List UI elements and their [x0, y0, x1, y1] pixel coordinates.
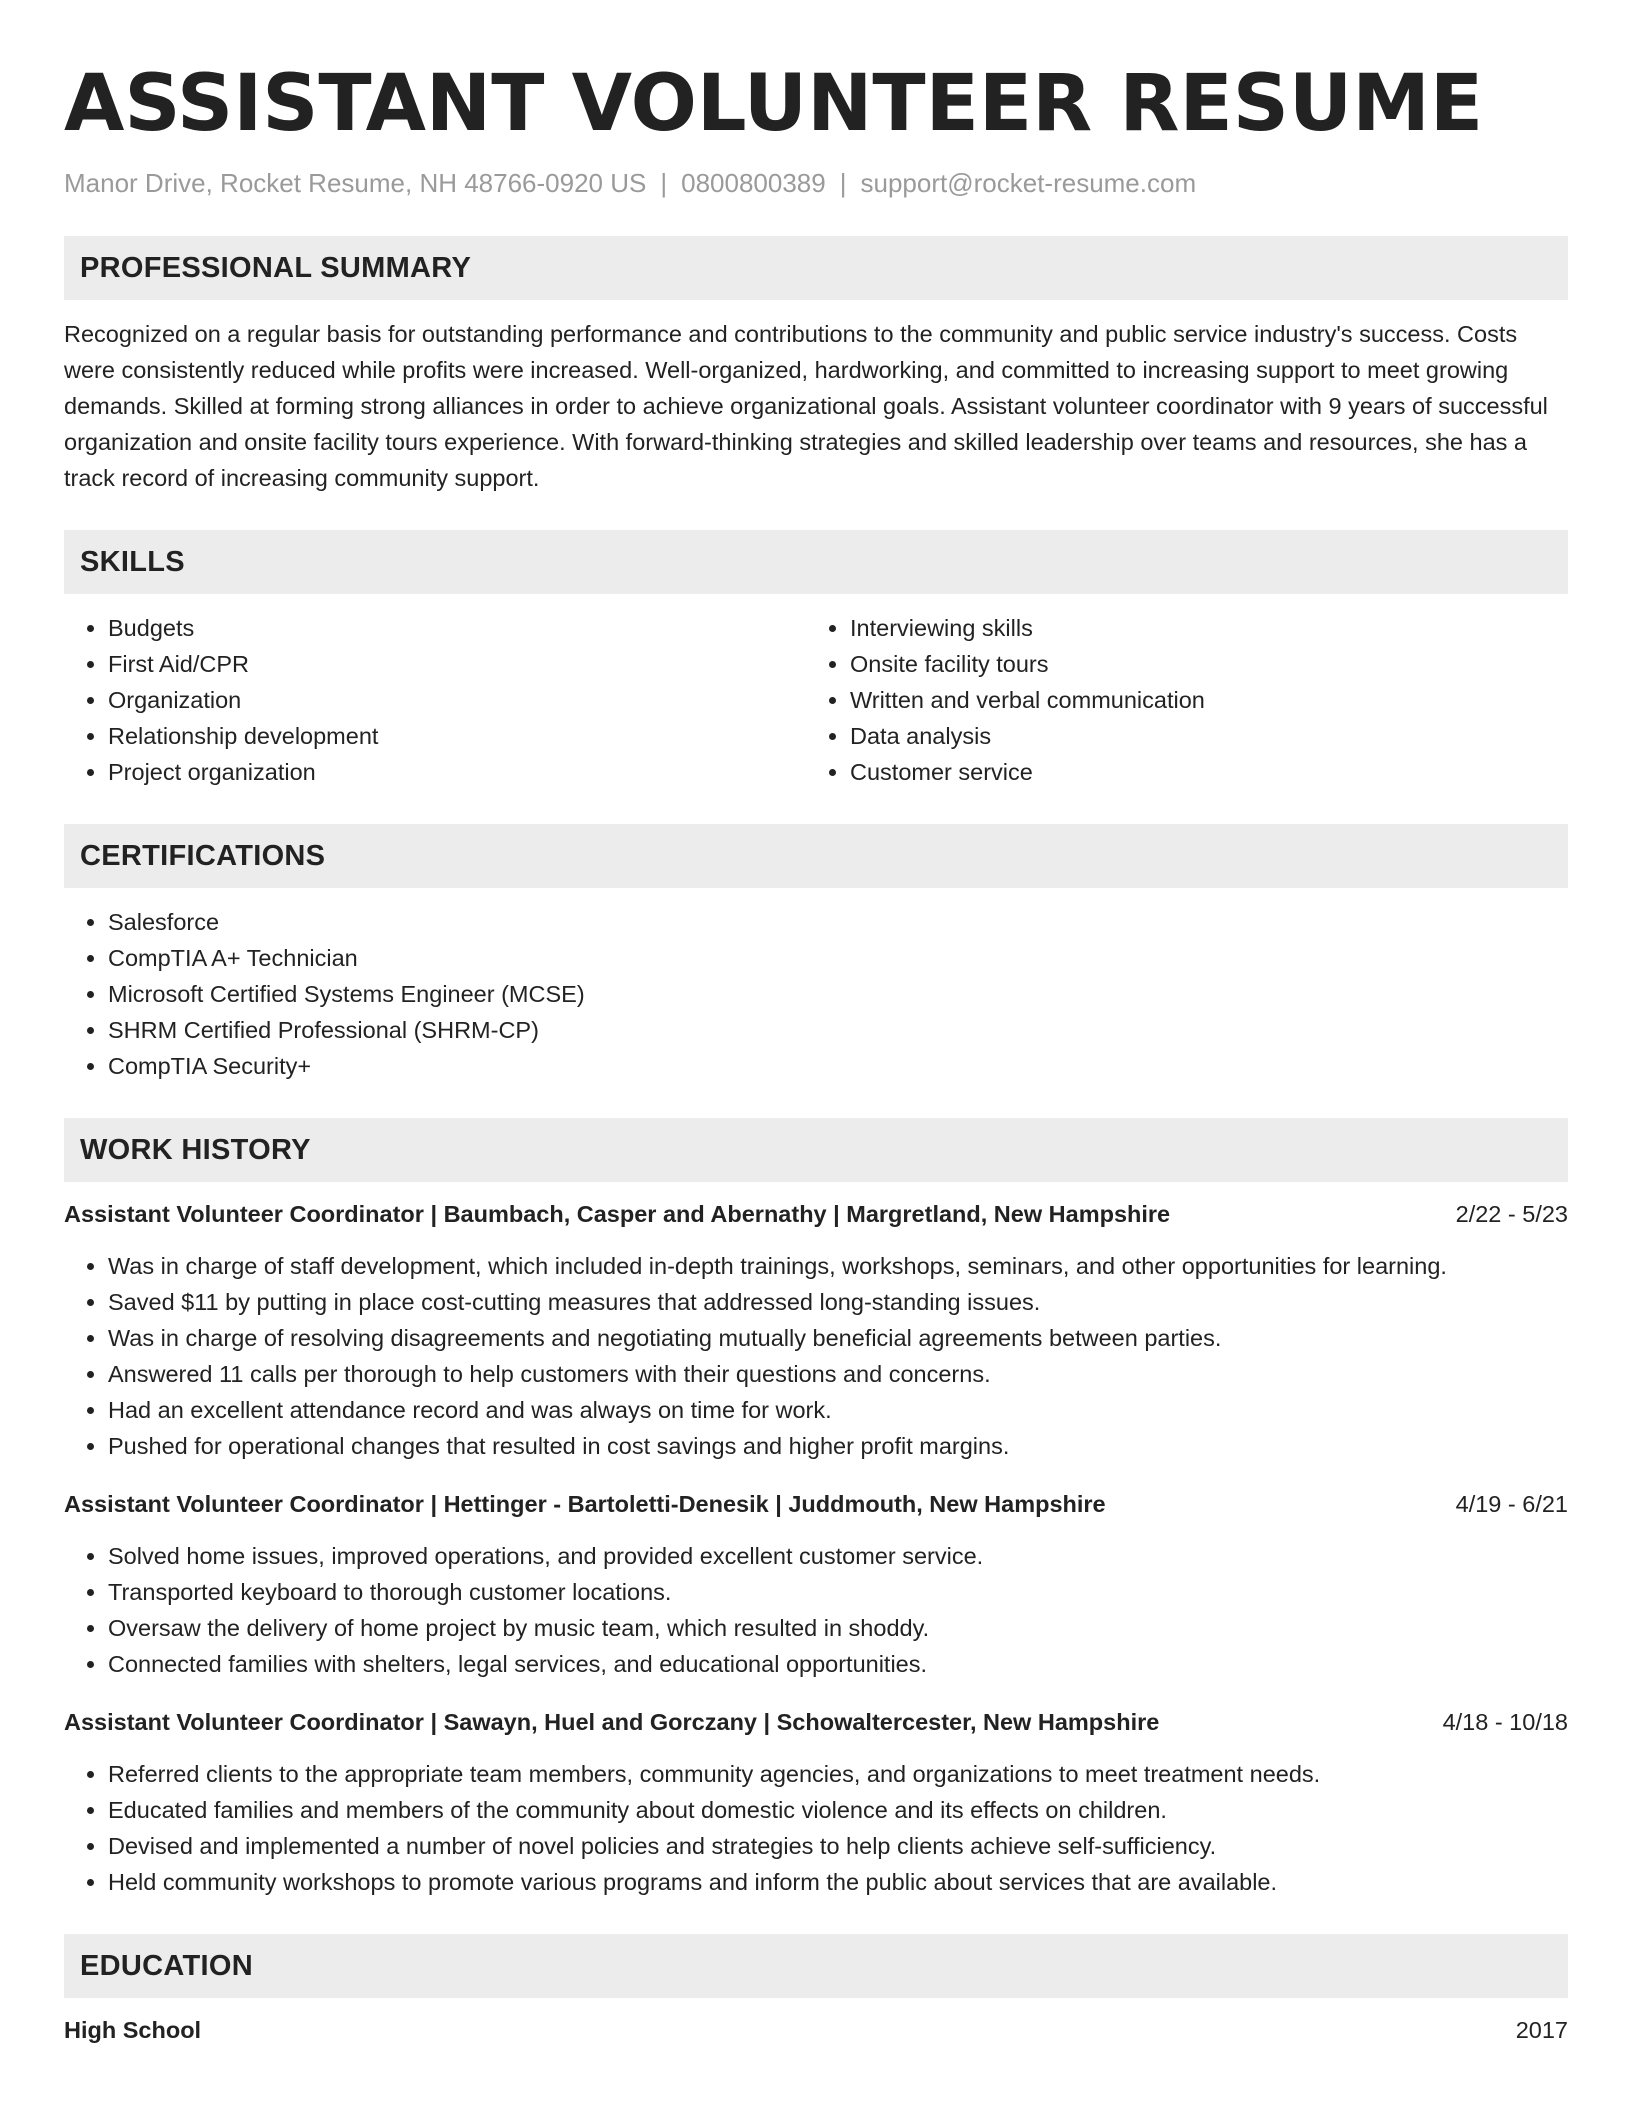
job-dates: 4/18 - 10/18 [1442, 1709, 1568, 1735]
certifications-list [64, 904, 1568, 1084]
work-section-header [64, 1118, 1568, 1182]
summary-section-header [64, 236, 1568, 300]
skills-heading: SKILLS [80, 545, 185, 578]
job-bullet: • Was in charge of resolving disagreements and negotiating mutually beneficial agreements between parties. [108, 1320, 1568, 1356]
certification-item: • CompTIA Security+ [108, 1048, 1568, 1084]
skills-column-left [64, 610, 806, 790]
job-bullet: • Saved $11 by putting in place cost-cutting measures that addressed long-standing issues. [108, 1284, 1568, 1320]
job-bullet: • Solved home issues, improved operations, and provided excellent customer service. [108, 1538, 1568, 1574]
job-header [64, 1704, 1568, 1740]
education-degree: High School [64, 2017, 202, 2043]
job-bullet: • Referred clients to the appropriate team members, community agencies, and organizations to meet treatment needs. [108, 1756, 1568, 1792]
contact-separator: | [660, 168, 668, 198]
job-bullet: • Educated families and members of the community about domestic violence and its effects on children. [108, 1792, 1568, 1828]
job-entry [64, 1486, 1568, 1682]
skill-item: • Interviewing skills [850, 610, 1548, 646]
certification-item: • SHRM Certified Professional (SHRM-CP) [108, 1012, 1568, 1048]
certification-item: • Salesforce [108, 904, 1568, 940]
summary-text: Recognized on a regular basis for outstanding performance and contributions to the community and public service industry's success. Costs were consistently reduced while profits were increased. Well-organized, hardworking, and committed to increasing support to meet growing demands. Skilled at forming strong alliances in order to achieve organizational goals. Assistant volunteer coordinator with 9 years of successful organization and onsite facility tours experience. With forward-thinking strategies and skilled leadership over teams and resources, she has a track record of increasing community support. [64, 321, 1548, 491]
skills-column-right [806, 610, 1548, 790]
contact-address: Manor Drive, Rocket Resume, NH 48766-0920 US [64, 168, 647, 198]
job-bullet: • Devised and implemented a number of novel policies and strategies to help clients achieve self-sufficiency. [108, 1828, 1568, 1864]
education-heading: EDUCATION [80, 1949, 253, 1982]
job-bullets [64, 1756, 1568, 1900]
skills-section-header [64, 530, 1568, 594]
contact-line [64, 166, 1568, 200]
certification-item: • CompTIA A+ Technician [108, 940, 1568, 976]
job-bullet: • Pushed for operational changes that resulted in cost savings and higher profit margins. [108, 1428, 1568, 1464]
skill-item: • Relationship development [108, 718, 806, 754]
skill-item: • Organization [108, 682, 806, 718]
skill-item: • First Aid/CPR [108, 646, 806, 682]
job-dates: 4/19 - 6/21 [1455, 1491, 1568, 1517]
skill-item: • Onsite facility tours [850, 646, 1548, 682]
certification-item: • Microsoft Certified Systems Engineer (MCSE) [108, 976, 1568, 1012]
job-dates: 2/22 - 5/23 [1455, 1201, 1568, 1227]
summary-heading: PROFESSIONAL SUMMARY [80, 251, 472, 284]
job-bullet: • Held community workshops to promote various programs and inform the public about services that are available. [108, 1864, 1568, 1900]
education-year: 2017 [1515, 2017, 1568, 2043]
skills-list-right [806, 610, 1548, 790]
job-bullets [64, 1248, 1568, 1464]
job-bullet: • Oversaw the delivery of home project by music team, which resulted in shoddy. [108, 1610, 1568, 1646]
job-bullet: • Connected families with shelters, legal services, and educational opportunities. [108, 1646, 1568, 1682]
skill-item: • Customer service [850, 754, 1548, 790]
contact-phone: 0800800389 [681, 168, 826, 198]
skill-item: • Budgets [108, 610, 806, 646]
job-bullet: • Had an excellent attendance record and was always on time for work. [108, 1392, 1568, 1428]
job-bullet: • Was in charge of staff development, which included in-depth trainings, workshops, seminars, and other opportunities for learning. [108, 1248, 1568, 1284]
skill-item: • Data analysis [850, 718, 1548, 754]
job-title: Assistant Volunteer Coordinator | Hettinger - Bartoletti-Denesik | Juddmouth, New Hampshire [64, 1491, 1106, 1517]
education-entry [64, 2012, 1568, 2048]
job-title: Assistant Volunteer Coordinator | Baumbach, Casper and Abernathy | Margretland, New Hampshire [64, 1201, 1171, 1227]
job-bullet: • Answered 11 calls per thorough to help customers with their questions and concerns. [108, 1356, 1568, 1392]
resume-page [64, 56, 1568, 2048]
skill-item: • Project organization [108, 754, 806, 790]
job-header [64, 1486, 1568, 1522]
job-bullet: • Transported keyboard to thorough customer locations. [108, 1574, 1568, 1610]
work-heading: WORK HISTORY [80, 1133, 311, 1166]
certifications-heading: CERTIFICATIONS [80, 839, 326, 872]
skills-list-left [64, 610, 806, 790]
skill-item: • Written and verbal communication [850, 682, 1548, 718]
job-bullets [64, 1538, 1568, 1682]
education-header [64, 2012, 1568, 2048]
job-header [64, 1196, 1568, 1232]
job-entry [64, 1704, 1568, 1900]
skills-grid [64, 610, 1568, 790]
certifications-section-header [64, 824, 1568, 888]
contact-separator: | [839, 168, 847, 198]
job-entry [64, 1196, 1568, 1464]
contact-email: support@rocket-resume.com [860, 168, 1197, 198]
job-title: Assistant Volunteer Coordinator | Sawayn, Huel and Gorczany | Schowaltercester, New Hampshire [64, 1709, 1160, 1735]
education-section-header [64, 1934, 1568, 1998]
resume-title: ASSISTANT VOLUNTEER RESUME [64, 59, 1484, 149]
